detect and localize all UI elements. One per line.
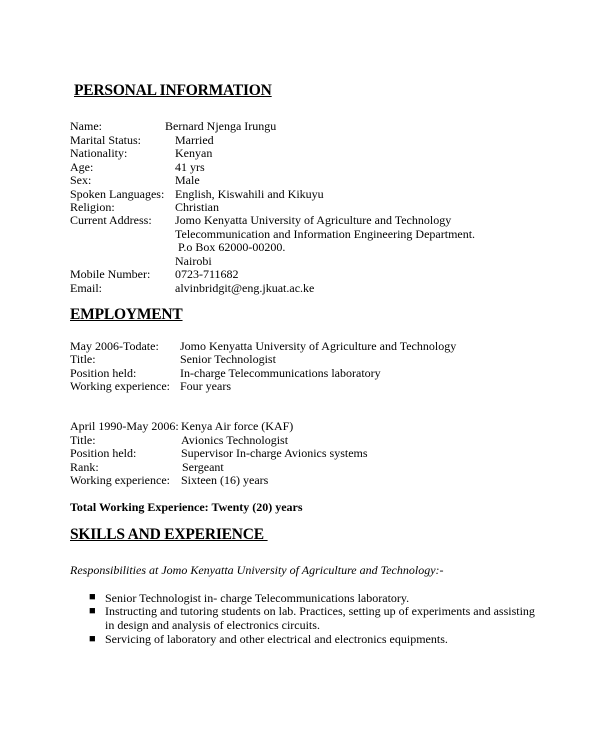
personal-heading: PERSONAL INFORMATION: [74, 82, 272, 99]
bullet-icon: ■: [89, 591, 96, 603]
address-line-1: Jomo Kenyatta University of Agriculture and Technology: [175, 213, 452, 227]
languages-label: Spoken Languages:: [70, 187, 165, 201]
religion-label: Religion:: [70, 200, 115, 214]
job2-title-label: Title:: [70, 433, 96, 447]
job2-period-label: April 1990-May 2006:: [70, 419, 179, 433]
bullet-icon: ■: [89, 605, 96, 617]
email-label: Email:: [70, 281, 102, 295]
address-line-4: Nairobi: [175, 254, 212, 268]
employment-heading: EMPLOYMENT: [70, 306, 183, 323]
languages-value: English, Kiswahili and Kikuyu: [175, 187, 324, 201]
job2-rank-label: Rank:: [70, 460, 99, 474]
job2-employer: Kenya Air force (KAF): [181, 419, 294, 433]
job1-position-value: In-charge Telecommunications laboratory: [180, 366, 381, 380]
address-line-2: Telecommunication and Information Engineering Department.: [175, 227, 476, 241]
sex-value: Male: [175, 173, 200, 187]
job2-experience-value: Sixteen (16) years: [181, 473, 269, 487]
job1-position-label: Position held:: [70, 366, 137, 380]
total-experience: Total Working Experience: Twenty (20) years: [70, 500, 303, 514]
job1-period-label: May 2006-Todate:: [70, 339, 159, 353]
job2-rank-value: Sergeant: [182, 460, 224, 474]
skills-heading: SKILLS AND EXPERIENCE: [70, 526, 268, 543]
job1-experience-value: Four years: [180, 379, 231, 393]
skills-intro: Responsibilities at Jomo Kenyatta University of Agriculture and Technology:-: [70, 563, 444, 577]
job1-title-label: Title:: [70, 352, 96, 366]
job2-position-label: Position held:: [70, 446, 137, 460]
job2-title-value: Avionics Technologist: [181, 433, 289, 447]
nationality-label: Nationality:: [70, 146, 128, 160]
religion-value: Christian: [175, 200, 219, 214]
skill-item-1: Senior Technologist in- charge Telecommunications laboratory.: [105, 591, 410, 605]
sex-label: Sex:: [70, 173, 92, 187]
job2-experience-label: Working experience:: [70, 473, 170, 487]
bullet-icon: ■: [89, 633, 96, 645]
nationality-value: Kenyan: [175, 146, 213, 160]
job1-title-value: Senior Technologist: [180, 352, 276, 366]
skill-item-2: Instructing and tutoring students on lab. Practices, setting up of experiments and assisting in design and analysis of electronics circuits.: [105, 604, 535, 632]
job1-experience-label: Working experience:: [70, 379, 170, 393]
skill-item-3: Servicing of laboratory and other electrical and electronics equipments.: [105, 632, 448, 646]
age-label: Age:: [70, 160, 94, 174]
name-label: Name:: [70, 119, 102, 133]
marital-value: Married: [175, 133, 214, 147]
job1-employer: Jomo Kenyatta University of Agriculture and Technology: [180, 339, 457, 353]
age-value: 41 yrs: [175, 160, 205, 174]
address-label: Current Address:: [70, 213, 152, 227]
job2-position-value: Supervisor In-charge Avionics systems: [181, 446, 368, 460]
mobile-label: Mobile Number:: [70, 267, 151, 281]
address-line-3: P.o Box 62000-00200.: [175, 240, 286, 254]
email-value[interactable]: alvinbridgit@eng.jkuat.ac.ke: [175, 281, 315, 295]
name-value: Bernard Njenga Irungu: [165, 119, 277, 133]
marital-label: Marital Status:: [70, 133, 141, 147]
mobile-value: 0723-711682: [175, 267, 239, 281]
